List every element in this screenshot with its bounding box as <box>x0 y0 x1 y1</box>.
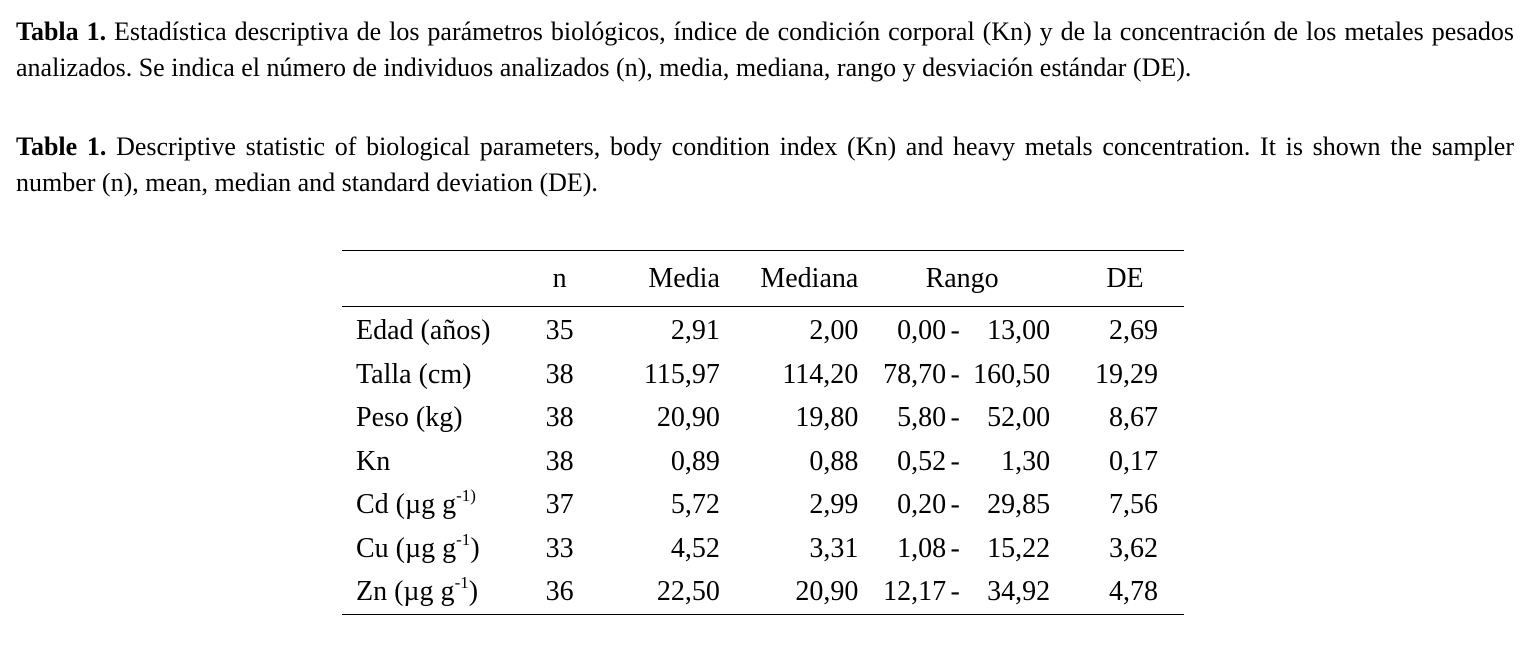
row-label-end: ) <box>470 532 480 564</box>
header-label <box>342 251 532 307</box>
cell-mediana: 2,99 <box>809 489 859 521</box>
cell-mediana: 0,88 <box>809 445 859 477</box>
cell-mediana: 2,00 <box>809 315 859 347</box>
rango-low: 0,00 <box>897 315 947 347</box>
table-row <box>342 527 1184 571</box>
cell-media: 20,90 <box>656 402 720 434</box>
cell-de: 7,56 <box>1109 489 1158 521</box>
row-label-superscript: -1 <box>454 573 469 593</box>
rango-high: 13,00 <box>987 315 1051 347</box>
cell-de: 2,69 <box>1109 315 1158 347</box>
table-row <box>342 440 1184 484</box>
cell-n: 38 <box>545 402 574 434</box>
table-row <box>342 483 1184 527</box>
row-label-text: Cu (µg g <box>356 532 457 564</box>
cell-rango <box>858 396 1066 440</box>
cell-de: 4,78 <box>1109 576 1158 608</box>
cell-de: 8,67 <box>1109 402 1158 434</box>
caption-english-lead: Table 1. <box>16 132 107 161</box>
cell-media: 4,52 <box>670 532 720 564</box>
caption-english-text: Descriptive statistic of biological parameters, body condition index (Kn) and heavy metals concentration. It is shown the sampler number (n), mean, median and standard deviation (DE). <box>16 132 1514 197</box>
cell-rango <box>858 527 1066 571</box>
row-label <box>342 307 532 353</box>
rango-dash: - <box>950 402 960 434</box>
table-row <box>342 353 1184 397</box>
cell-media: 0,89 <box>670 445 720 477</box>
cell-n: 33 <box>545 532 574 564</box>
row-label-text: Cd (µg g <box>356 489 457 521</box>
cell-rango <box>858 353 1066 397</box>
cell-n: 36 <box>545 576 574 608</box>
descriptive-statistics-table <box>342 250 1184 615</box>
cell-de: 0,17 <box>1109 445 1158 477</box>
caption-spanish-text: Estadística descriptiva de los parámetros biológicos, índice de condición corporal (Kn) y de la concentración de los metales pesados analizados. Se indica el número de individuos analizados (n), media, mediana, rango y desviación estándar (DE). <box>16 17 1515 82</box>
row-label-text: Talla (cm) <box>356 358 472 390</box>
row-label-superscript: -1 <box>456 529 471 549</box>
row-label-text: Kn <box>356 445 391 477</box>
header-mediana: Mediana <box>760 263 859 294</box>
table-row <box>342 570 1184 614</box>
cell-rango <box>858 483 1066 527</box>
table-row <box>342 307 1184 353</box>
row-label-end: ) <box>468 576 479 608</box>
row-label <box>342 527 532 571</box>
row-label <box>342 483 532 527</box>
cell-mediana: 20,90 <box>795 576 859 608</box>
row-label <box>342 440 532 484</box>
rango-low: 5,80 <box>897 402 947 434</box>
rango-high: 34,92 <box>987 576 1051 608</box>
rango-dash: - <box>950 358 960 390</box>
rango-high: 29,85 <box>987 489 1051 521</box>
rango-high: 1,30 <box>1001 445 1051 477</box>
rango-dash: - <box>950 315 960 347</box>
cell-media: 22,50 <box>656 576 720 608</box>
rango-low: 0,52 <box>897 445 947 477</box>
caption-english <box>16 129 1514 201</box>
cell-n: 38 <box>545 445 574 477</box>
rango-dash: - <box>950 445 960 477</box>
row-label-text: Peso (kg) <box>356 402 463 434</box>
caption-spanish-lead: Tabla 1. <box>16 17 107 46</box>
rango-low: 1,08 <box>897 532 947 564</box>
header-n: n <box>552 263 567 294</box>
rango-dash: - <box>950 576 960 608</box>
row-label <box>342 353 532 397</box>
header-media: Media <box>648 263 720 294</box>
row-label-text: Edad (años) <box>356 315 491 347</box>
rango-high: 52,00 <box>987 402 1051 434</box>
cell-n: 35 <box>545 315 574 347</box>
rango-low: 12,17 <box>883 576 947 608</box>
rango-dash: - <box>950 489 960 521</box>
cell-media: 2,91 <box>670 315 720 347</box>
row-label-superscript: -1) <box>456 486 476 506</box>
header-rango: Rango <box>925 263 999 294</box>
rango-dash: - <box>950 532 960 564</box>
cell-de: 19,29 <box>1095 358 1158 390</box>
cell-media: 115,97 <box>643 358 720 390</box>
cell-n: 38 <box>545 358 574 390</box>
table-header-row <box>342 251 1184 307</box>
rango-low: 0,20 <box>897 489 947 521</box>
cell-n: 37 <box>545 489 574 521</box>
row-label <box>342 396 532 440</box>
cell-de: 3,62 <box>1109 532 1158 564</box>
table-row <box>342 396 1184 440</box>
rango-low: 78,70 <box>883 358 947 390</box>
cell-media: 5,72 <box>670 489 720 521</box>
caption-spanish <box>16 14 1514 86</box>
cell-mediana: 19,80 <box>795 402 859 434</box>
cell-rango <box>858 307 1066 353</box>
cell-mediana: 3,31 <box>809 532 859 564</box>
cell-mediana: 114,20 <box>782 358 859 390</box>
header-de: DE <box>1106 263 1144 294</box>
rango-high: 160,50 <box>973 358 1051 390</box>
rango-high: 15,22 <box>987 532 1051 564</box>
row-label-text: Zn (µg g <box>356 576 455 608</box>
row-label <box>342 570 532 614</box>
cell-rango <box>858 440 1066 484</box>
cell-rango <box>858 570 1066 614</box>
